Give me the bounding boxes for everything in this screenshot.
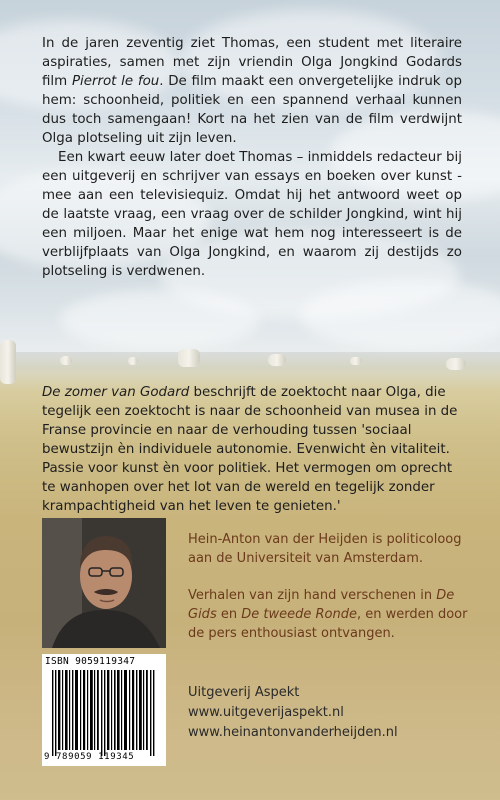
synopsis-text: beschrijft de zoektocht naar Olga, die tegelijk een zoektocht is naar de schoonheid van musea in de Franse provincie en naar de verhouding tussen 'sociaal bewustzijn èn individuele autonomie. Evenwicht èn vitaliteit. Passie voor kunst èn voor politiek. Het vermogen om oprecht te wanhopen over het lot van de wereld en tegelijk zonder krampachtigheid van het leven te genieten.' — [42, 385, 458, 514]
hay-bale — [0, 340, 16, 384]
publisher-website: www.uitgeverijaspekt.nl — [188, 705, 344, 720]
hay-bale — [446, 358, 466, 370]
barcode-digits: 9 789059 119345 — [44, 752, 135, 762]
hay-bale — [60, 356, 72, 365]
isbn-label: ISBN 9059119347 — [45, 656, 136, 667]
publisher-name: Uitgeverij Aspekt — [188, 685, 300, 700]
magazine-title: De tweede Ronde — [241, 607, 357, 622]
bio-text: Verhalen van zijn hand verschenen in — [188, 588, 437, 603]
author-bio — [188, 530, 468, 661]
hay-bale — [128, 357, 138, 365]
synopsis-text: In de jaren zeventig ziet Thomas, een student met literaire aspiraties, samen met zijn vriendin Olga Jongkind Godards film — [42, 36, 462, 89]
barcode-bars — [42, 654, 166, 766]
author-website: www.heinantonvanderheijden.nl — [188, 725, 398, 740]
hay-bale — [350, 357, 362, 365]
synopsis-paragraph-2: Een kwart eeuw later doet Thomas – inmiddels redacteur bij een uitgeverij en schrijver van essays en boeken over kunst - mee aan een televisiequiz. Omdat hij het antwoord weet op de laatste vraag, een vraag over de schilder Jongkind, wint hij een miljoen. Maar het enige wat hem nog interesseert is de verblijfplaats van Olga Jongkind, en waarom zij destijds zo plotseling is verdwenen. — [42, 150, 462, 279]
synopsis-text: . De film maakt een onvergetelijke indruk op hem: schoonheid, politiek en een spannend verhaal kunnen dus toch samengaan! Kort na het zien van de film verdwijnt Olga plotseling uit zijn leven. — [42, 74, 462, 146]
author-bio-line-2 — [188, 586, 468, 643]
bio-text: , en werden door de pers enthousiast ontvangen. — [188, 607, 468, 641]
synopsis-top — [42, 34, 462, 281]
film-title: Pierrot le fou — [71, 74, 160, 89]
magazine-title: De Gids — [188, 588, 455, 622]
hay-bale — [178, 349, 200, 367]
bio-text: en — [216, 607, 242, 622]
hay-bale — [268, 354, 286, 366]
synopsis-paragraph-3 — [42, 383, 462, 516]
synopsis-paragraph-1 — [42, 34, 462, 148]
book-title: De zomer van Godard — [42, 385, 190, 400]
synopsis-bottom — [42, 383, 462, 516]
publisher-info — [188, 683, 398, 743]
horizon-line — [0, 352, 500, 374]
author-bio-line-1: Hein-Anton van der Heijden is politicoloog aan de Universiteit van Amsterdam. — [188, 532, 462, 566]
author-photo — [42, 518, 166, 648]
isbn-barcode — [42, 654, 166, 766]
